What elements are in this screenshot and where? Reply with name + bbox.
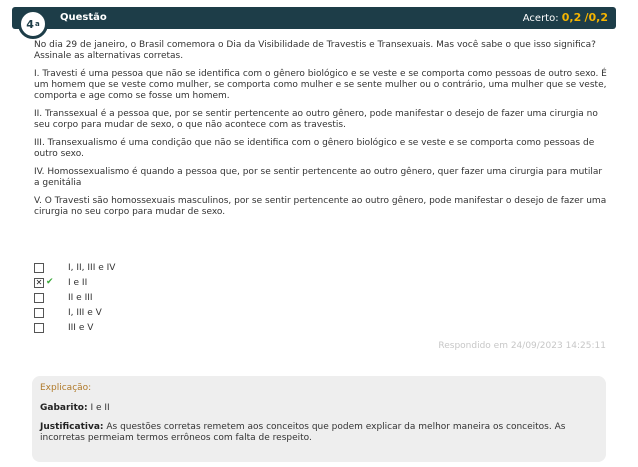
option-label: I, II, III e IV bbox=[68, 263, 116, 273]
checkbox[interactable] bbox=[34, 308, 44, 318]
checkbox[interactable] bbox=[34, 293, 44, 303]
question-number: 4 bbox=[26, 17, 34, 31]
answer-options bbox=[34, 262, 334, 337]
score-separator: / bbox=[584, 11, 589, 24]
question-label: Questão bbox=[60, 12, 107, 23]
option-label: II e III bbox=[68, 293, 93, 303]
checkbox[interactable] bbox=[34, 263, 44, 273]
answered-timestamp: Respondido em 24/09/2023 14:25:11 bbox=[438, 341, 606, 351]
justificativa bbox=[40, 422, 598, 444]
score bbox=[523, 11, 608, 24]
statement-i: I. Travesti é uma pessoa que não se identifica com o gênero biológico e se veste e se comporta como pessoas de outro sexo. É um homem que se veste como mulher, se comporta como mulher e se sente mulher ou o contrário, uma mulher que se veste, comporta e age como se fosse um homem. bbox=[34, 69, 607, 101]
question-number-badge bbox=[18, 9, 48, 39]
option-label: I, III e V bbox=[68, 308, 102, 318]
justificativa-value: As questões corretas remetem aos conceitos que podem explicar da melhor maneira os conceitos. As incorretas permeiam termos errôneos com falta de respeito. bbox=[40, 422, 566, 443]
gabarito-value: I e II bbox=[90, 403, 110, 413]
option-4[interactable] bbox=[34, 307, 334, 322]
question-header bbox=[12, 7, 616, 29]
statement-v: V. O Travesti são homossexuais masculinos, por se sentir pertencente ao outro gênero, pode manifestar o desejo de fazer uma cirurgia no seu corpo para mudar de sexo. bbox=[34, 196, 607, 217]
option-5[interactable] bbox=[34, 322, 334, 337]
statement-iv: IV. Homossexualismo é quando a pessoa que, por se sentir pertencente ao outro gênero, quer fazer uma cirurgia para mutilar a genitália bbox=[34, 167, 603, 188]
x-box-icon[interactable]: ✕ bbox=[35, 278, 43, 287]
gabarito-label: Gabarito: bbox=[40, 403, 88, 413]
question-number-suffix: a bbox=[34, 20, 40, 28]
explanation-box bbox=[32, 376, 606, 462]
score-total: 0,2 bbox=[588, 11, 608, 24]
checkbox[interactable] bbox=[34, 323, 44, 333]
check-icon: ✔ bbox=[46, 277, 54, 287]
option-2[interactable] bbox=[34, 277, 334, 292]
option-3[interactable] bbox=[34, 292, 334, 307]
question-body bbox=[34, 40, 610, 225]
statement-iii: III. Transexualismo é uma condição que não se identifica com o gênero biológico e se veste e se comporta como pessoas de outro sexo. bbox=[34, 138, 595, 159]
option-label: I e II bbox=[68, 278, 88, 288]
score-obtained: 0,2 bbox=[561, 11, 582, 24]
justificativa-label: Justificativa: bbox=[40, 422, 104, 432]
explanation-title: Explicação: bbox=[40, 383, 92, 393]
statement-ii: II. Transsexual é a pessoa que, por se sentir pertencente ao outro gênero, pode manifestar o desejo de fazer uma cirurgia no seu corpo para mudar de sexo, o que não acontece com as travestis. bbox=[34, 109, 598, 130]
option-1[interactable] bbox=[34, 262, 334, 277]
gabarito bbox=[40, 403, 598, 414]
score-label: Acerto: bbox=[522, 13, 559, 24]
option-label: III e V bbox=[68, 323, 94, 333]
question-intro: No dia 29 de janeiro, o Brasil comemora o Dia da Visibilidade de Travestis e Transexuais. Mas você sabe o que isso significa? Assinale as alternativas corretas. bbox=[34, 40, 596, 61]
